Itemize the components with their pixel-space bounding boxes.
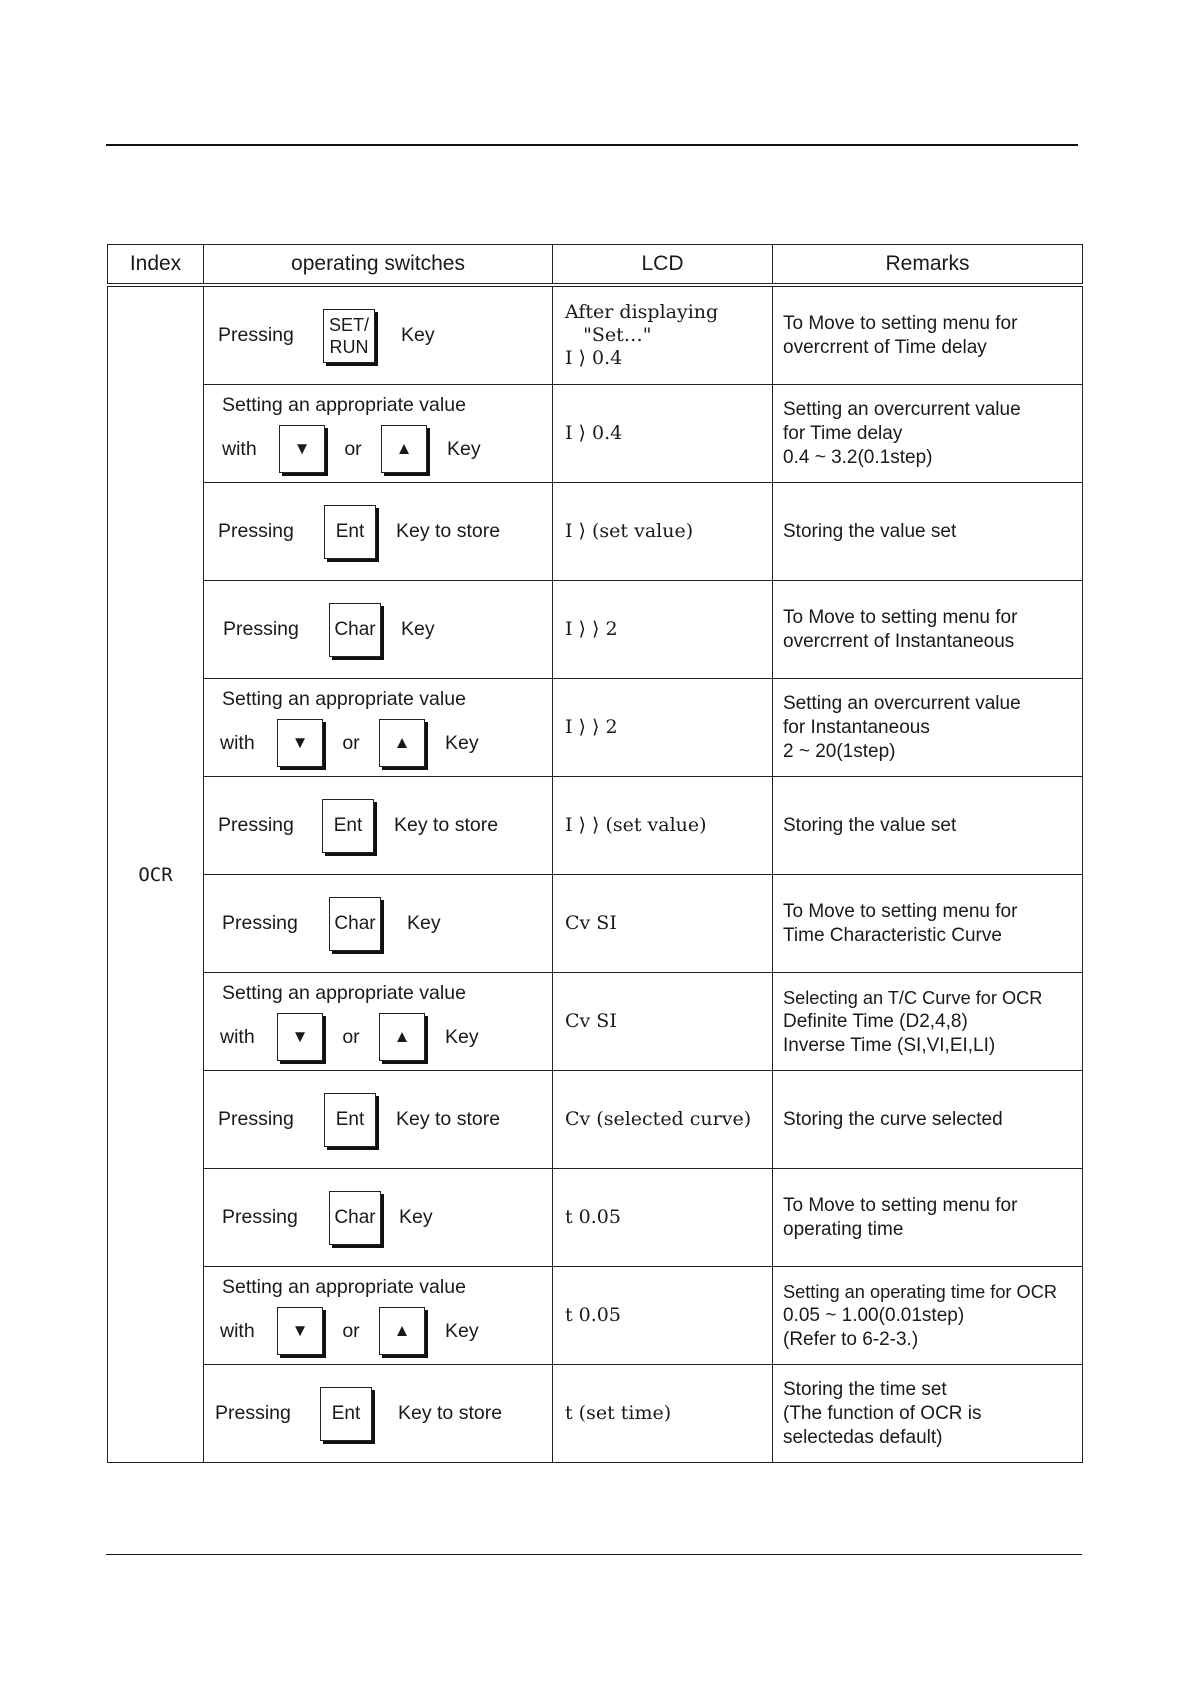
key-label: Key	[407, 912, 441, 934]
char-key[interactable]: Char	[329, 1191, 381, 1245]
remark-line: for Time delay	[783, 422, 903, 444]
setting-label: Setting an appropriate value	[222, 394, 466, 416]
remark-line: 0.05 ~ 1.00(0.01step)	[783, 1304, 965, 1326]
remarks-cell	[773, 483, 1083, 581]
with-label: with	[222, 437, 257, 460]
remarks-cell	[773, 285, 1083, 385]
char-key[interactable]: Char	[329, 603, 381, 657]
header-lcd: LCD	[553, 245, 773, 286]
remark-line: (The function of OCR is	[783, 1402, 982, 1424]
remark-line: Time Characteristic Curve	[783, 924, 1002, 946]
ent-key[interactable]: Ent	[324, 1093, 376, 1147]
table-row	[108, 1267, 1083, 1365]
ops-cell	[204, 1169, 553, 1267]
pressing-label: Pressing	[223, 618, 299, 640]
key-to-store-label: Key to store	[396, 520, 501, 542]
table-row	[108, 973, 1083, 1071]
remark-line: for Instantaneous	[783, 716, 930, 738]
pressing-label: Pressing	[215, 1402, 291, 1424]
lcd-cell: Cv SI	[553, 875, 773, 973]
or-label: or	[344, 437, 362, 460]
ent-key[interactable]: Ent	[320, 1387, 372, 1441]
remarks-cell	[773, 777, 1083, 875]
remark-line: 0.4 ~ 3.2(0.1step)	[783, 446, 933, 468]
table-row	[108, 777, 1083, 875]
ocr-settings-table	[107, 244, 1083, 1463]
lcd-cell: I ⟩ 0.4	[553, 385, 773, 483]
remark-line: To Move to setting menu for	[783, 312, 1018, 334]
key-to-store-label: Key to store	[396, 1108, 501, 1130]
setting-label: Setting an appropriate value	[222, 688, 466, 710]
table-row	[108, 679, 1083, 777]
remark-line: selectedas default)	[783, 1426, 943, 1448]
remark-line: overcrrent of Time delay	[783, 336, 987, 358]
ops-cell	[204, 1365, 553, 1463]
ops-cell	[204, 483, 553, 581]
pressing-label: Pressing	[218, 520, 294, 542]
remark-line: overcrrent of Instantaneous	[783, 630, 1015, 652]
lcd-cell: t (set time)	[553, 1365, 773, 1463]
ops-cell	[204, 285, 553, 385]
remark-line: operating time	[783, 1218, 904, 1240]
up-arrow-key[interactable]: ▲	[381, 425, 427, 473]
remarks-cell	[773, 1169, 1083, 1267]
remarks-cell	[773, 1365, 1083, 1463]
ent-key[interactable]: Ent	[322, 799, 374, 853]
down-arrow-key[interactable]: ▼	[277, 719, 323, 767]
top-rule	[106, 144, 1078, 146]
lcd-cell: I ⟩ ⟩ 2	[553, 679, 773, 777]
remarks-cell	[773, 1071, 1083, 1169]
table-row	[108, 385, 1083, 483]
index-ocr: OCR	[108, 285, 204, 1463]
pressing-label: Pressing	[218, 1108, 294, 1130]
lcd-cell: After displaying "Set…" I ⟩ 0.4	[553, 285, 773, 385]
lcd-cell: t 0.05	[553, 1169, 773, 1267]
pressing-label: Pressing	[222, 1206, 298, 1228]
remarks-cell	[773, 1267, 1083, 1365]
remark-line: Inverse Time (SI,VI,EI,LI)	[783, 1034, 996, 1056]
bottom-rule	[106, 1554, 1082, 1555]
char-key[interactable]: Char	[329, 897, 381, 951]
pressing-label: Pressing	[222, 912, 298, 934]
table-row	[108, 483, 1083, 581]
table-row	[108, 1169, 1083, 1267]
remark-line: Selecting an T/C Curve for OCR	[783, 987, 1043, 1008]
table-row	[108, 1071, 1083, 1169]
key-label: Key	[445, 731, 479, 754]
ops-cell	[204, 679, 553, 777]
ops-cell	[204, 875, 553, 973]
remarks-cell	[773, 581, 1083, 679]
key-label: Key	[445, 1319, 479, 1342]
remark-line: Setting an overcurrent value	[783, 398, 1021, 420]
or-label: or	[342, 1319, 360, 1342]
remark-line: Storing the value set	[783, 520, 957, 542]
ops-cell	[204, 1267, 553, 1365]
header-remarks: Remarks	[773, 245, 1083, 286]
ops-cell	[204, 1071, 553, 1169]
up-arrow-key[interactable]: ▲	[379, 1307, 425, 1355]
remark-line: Setting an overcurrent value	[783, 692, 1021, 714]
remark-line: Definite Time (D2,4,8)	[783, 1010, 968, 1032]
key-label: Key	[447, 437, 481, 460]
remark-line: To Move to setting menu for	[783, 900, 1018, 922]
pressing-label: Pressing	[218, 814, 294, 836]
set-run-key[interactable]	[323, 309, 375, 363]
with-label: with	[220, 1319, 255, 1342]
lcd-cell: t 0.05	[553, 1267, 773, 1365]
ops-cell	[204, 581, 553, 679]
set-run-key-top: SET/	[328, 314, 369, 335]
lcd-cell: I ⟩ ⟩ (set value)	[553, 777, 773, 875]
remark-line: Storing the curve selected	[783, 1108, 1003, 1130]
header-operating-switches: operating switches	[204, 245, 553, 286]
table-row	[108, 1365, 1083, 1463]
lcd-cell: I ⟩ (set value)	[553, 483, 773, 581]
key-label: Key	[445, 1025, 479, 1048]
key-label: Key	[401, 324, 435, 346]
remarks-cell	[773, 385, 1083, 483]
table-row	[108, 581, 1083, 679]
ops-cell	[204, 777, 553, 875]
table-row	[108, 875, 1083, 973]
pressing-label: Pressing	[218, 324, 294, 346]
key-to-store-label: Key to store	[398, 1402, 503, 1424]
lcd-cell: Cv (selected curve)	[553, 1071, 773, 1169]
remark-line: Setting an operating time for OCR	[783, 1281, 1057, 1302]
with-label: with	[220, 1025, 255, 1048]
remarks-cell	[773, 973, 1083, 1071]
or-label: or	[342, 731, 360, 754]
remark-line: Storing the value set	[783, 814, 957, 836]
or-label: or	[342, 1025, 360, 1048]
setting-label: Setting an appropriate value	[222, 1276, 466, 1298]
with-label: with	[220, 731, 255, 754]
remarks-cell	[773, 679, 1083, 777]
key-label: Key	[401, 618, 435, 640]
ent-key[interactable]: Ent	[324, 505, 376, 559]
up-arrow-key[interactable]: ▲	[379, 1013, 425, 1061]
set-run-key-bottom: RUN	[329, 336, 369, 357]
setting-label: Setting an appropriate value	[222, 982, 466, 1004]
down-arrow-key[interactable]: ▼	[279, 425, 325, 473]
remark-line: 2 ~ 20(1step)	[783, 740, 896, 762]
key-to-store-label: Key to store	[394, 814, 499, 836]
up-arrow-key[interactable]: ▲	[379, 719, 425, 767]
table-row	[108, 285, 1083, 385]
header-row	[108, 245, 1083, 286]
key-label: Key	[399, 1206, 433, 1228]
ops-cell	[204, 385, 553, 483]
remark-line: To Move to setting menu for	[783, 606, 1018, 628]
remarks-cell	[773, 875, 1083, 973]
remark-line: To Move to setting menu for	[783, 1194, 1018, 1216]
remark-line: (Refer to 6-2-3.)	[783, 1328, 919, 1350]
down-arrow-key[interactable]: ▼	[277, 1307, 323, 1355]
down-arrow-key[interactable]: ▼	[277, 1013, 323, 1061]
lcd-cell: I ⟩ ⟩ 2	[553, 581, 773, 679]
remark-line: Storing the time set	[783, 1378, 947, 1400]
header-index: Index	[108, 245, 204, 286]
ops-cell	[204, 973, 553, 1071]
lcd-cell: Cv SI	[553, 973, 773, 1071]
